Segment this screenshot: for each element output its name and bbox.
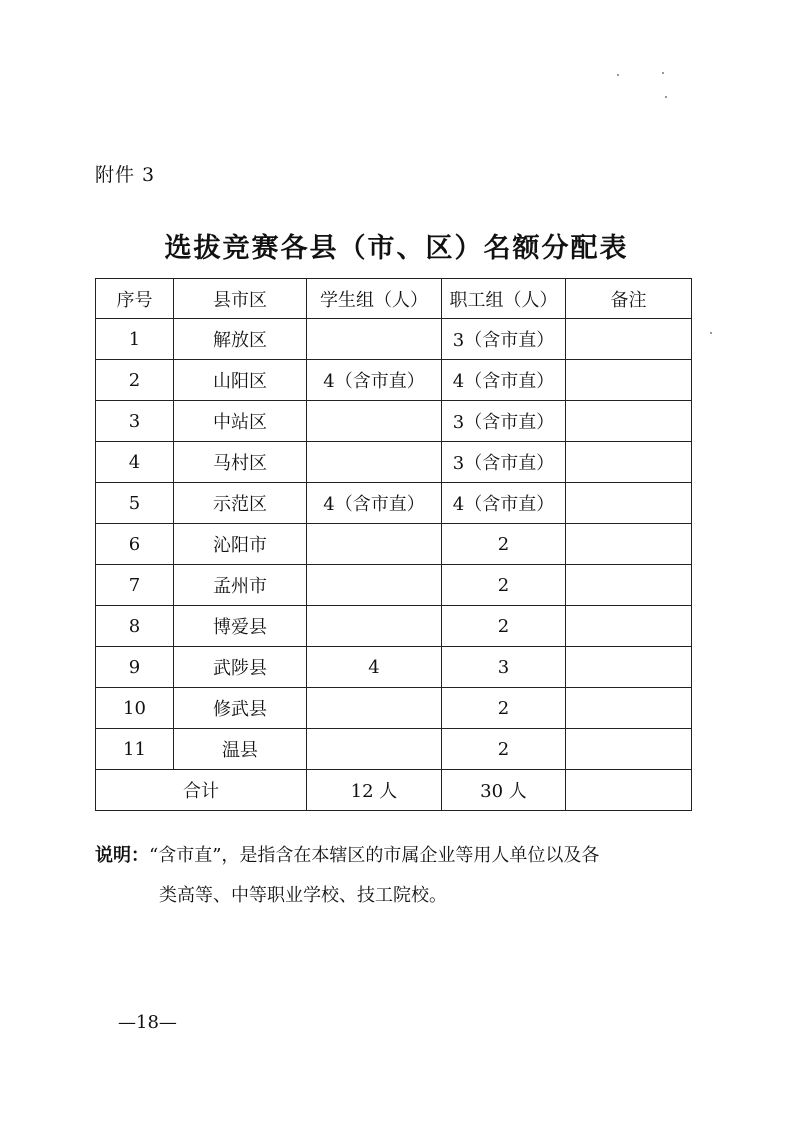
row-district: 示范区: [174, 483, 307, 524]
row-student-quota: [307, 688, 442, 729]
row-remark: [566, 401, 692, 442]
row-staff-quota: 2: [442, 565, 566, 606]
row-district: 沁阳市: [174, 524, 307, 565]
note-text-1: “含市直”，是指含在本辖区的市属企业等用人单位以及各: [149, 845, 600, 866]
row-district: 马村区: [174, 442, 307, 483]
table-row: [96, 606, 692, 647]
table-row: [96, 442, 692, 483]
row-remark: [566, 442, 692, 483]
attachment-label: 附件 3: [95, 164, 156, 186]
row-staff-quota: 2: [442, 606, 566, 647]
row-student-quota: [307, 401, 442, 442]
row-student-quota: [307, 729, 442, 770]
row-student-quota: [307, 606, 442, 647]
note-line-1: [95, 836, 705, 876]
row-remark: [566, 647, 692, 688]
row-district: 孟州市: [174, 565, 307, 606]
table-row: [96, 319, 692, 360]
total-staff-quota: 30 人: [442, 770, 566, 811]
total-label: 合计: [96, 770, 307, 811]
total-remark: [566, 770, 692, 811]
table-row: [96, 360, 692, 401]
row-staff-quota: 4（含市直）: [442, 360, 566, 401]
row-district: 武陟县: [174, 647, 307, 688]
table-row: [96, 729, 692, 770]
row-district: 修武县: [174, 688, 307, 729]
table-row: [96, 401, 692, 442]
row-index: 3: [96, 401, 174, 442]
table-row: [96, 688, 692, 729]
row-staff-quota: 2: [442, 524, 566, 565]
row-staff-quota: 3（含市直）: [442, 442, 566, 483]
row-remark: [566, 360, 692, 401]
row-student-quota: [307, 565, 442, 606]
row-index: 4: [96, 442, 174, 483]
row-index: 1: [96, 319, 174, 360]
row-staff-quota: 3: [442, 647, 566, 688]
total-row: [96, 770, 692, 811]
page-number: —18—: [118, 1012, 177, 1033]
row-staff-quota: 2: [442, 688, 566, 729]
row-district: 中站区: [174, 401, 307, 442]
row-index: 10: [96, 688, 174, 729]
row-index: 5: [96, 483, 174, 524]
header-student-group: 学生组（人）: [307, 279, 442, 319]
row-remark: [566, 319, 692, 360]
row-remark: [566, 483, 692, 524]
scan-speck: [665, 96, 667, 98]
total-student-quota: 12 人: [307, 770, 442, 811]
note-text-2: 类高等、中等职业学校、技工院校。: [159, 885, 447, 906]
row-student-quota: [307, 319, 442, 360]
row-remark: [566, 688, 692, 729]
row-staff-quota: 3（含市直）: [442, 401, 566, 442]
row-remark: [566, 729, 692, 770]
row-index: 8: [96, 606, 174, 647]
row-index: 9: [96, 647, 174, 688]
row-index: 6: [96, 524, 174, 565]
row-remark: [566, 606, 692, 647]
header-remark: 备注: [566, 279, 692, 319]
row-district: 解放区: [174, 319, 307, 360]
row-staff-quota: 3（含市直）: [442, 319, 566, 360]
row-index: 2: [96, 360, 174, 401]
header-index: 序号: [96, 279, 174, 319]
row-staff-quota: 2: [442, 729, 566, 770]
document-title: 选拔竞赛各县（市、区）名额分配表: [164, 233, 629, 264]
row-student-quota: [307, 442, 442, 483]
scan-speck: [617, 74, 619, 76]
row-staff-quota: 4（含市直）: [442, 483, 566, 524]
header-staff-group: 职工组（人）: [442, 279, 566, 319]
table-row: [96, 483, 692, 524]
quota-allocation-table: [95, 278, 692, 811]
row-index: 11: [96, 729, 174, 770]
table-row: [96, 565, 692, 606]
scan-speck: [662, 72, 664, 74]
row-district: 温县: [174, 729, 307, 770]
note-label: 说明：: [95, 845, 149, 866]
row-student-quota: 4: [307, 647, 442, 688]
explanatory-note: [95, 836, 705, 916]
row-student-quota: 4（含市直）: [307, 483, 442, 524]
header-district: 县市区: [174, 279, 307, 319]
row-district: 山阳区: [174, 360, 307, 401]
table-row: [96, 524, 692, 565]
scan-speck: [710, 332, 712, 334]
row-index: 7: [96, 565, 174, 606]
table-row: [96, 647, 692, 688]
row-district: 博爱县: [174, 606, 307, 647]
row-remark: [566, 565, 692, 606]
row-student-quota: [307, 524, 442, 565]
table-header-row: [96, 279, 692, 319]
row-student-quota: 4（含市直）: [307, 360, 442, 401]
row-remark: [566, 524, 692, 565]
